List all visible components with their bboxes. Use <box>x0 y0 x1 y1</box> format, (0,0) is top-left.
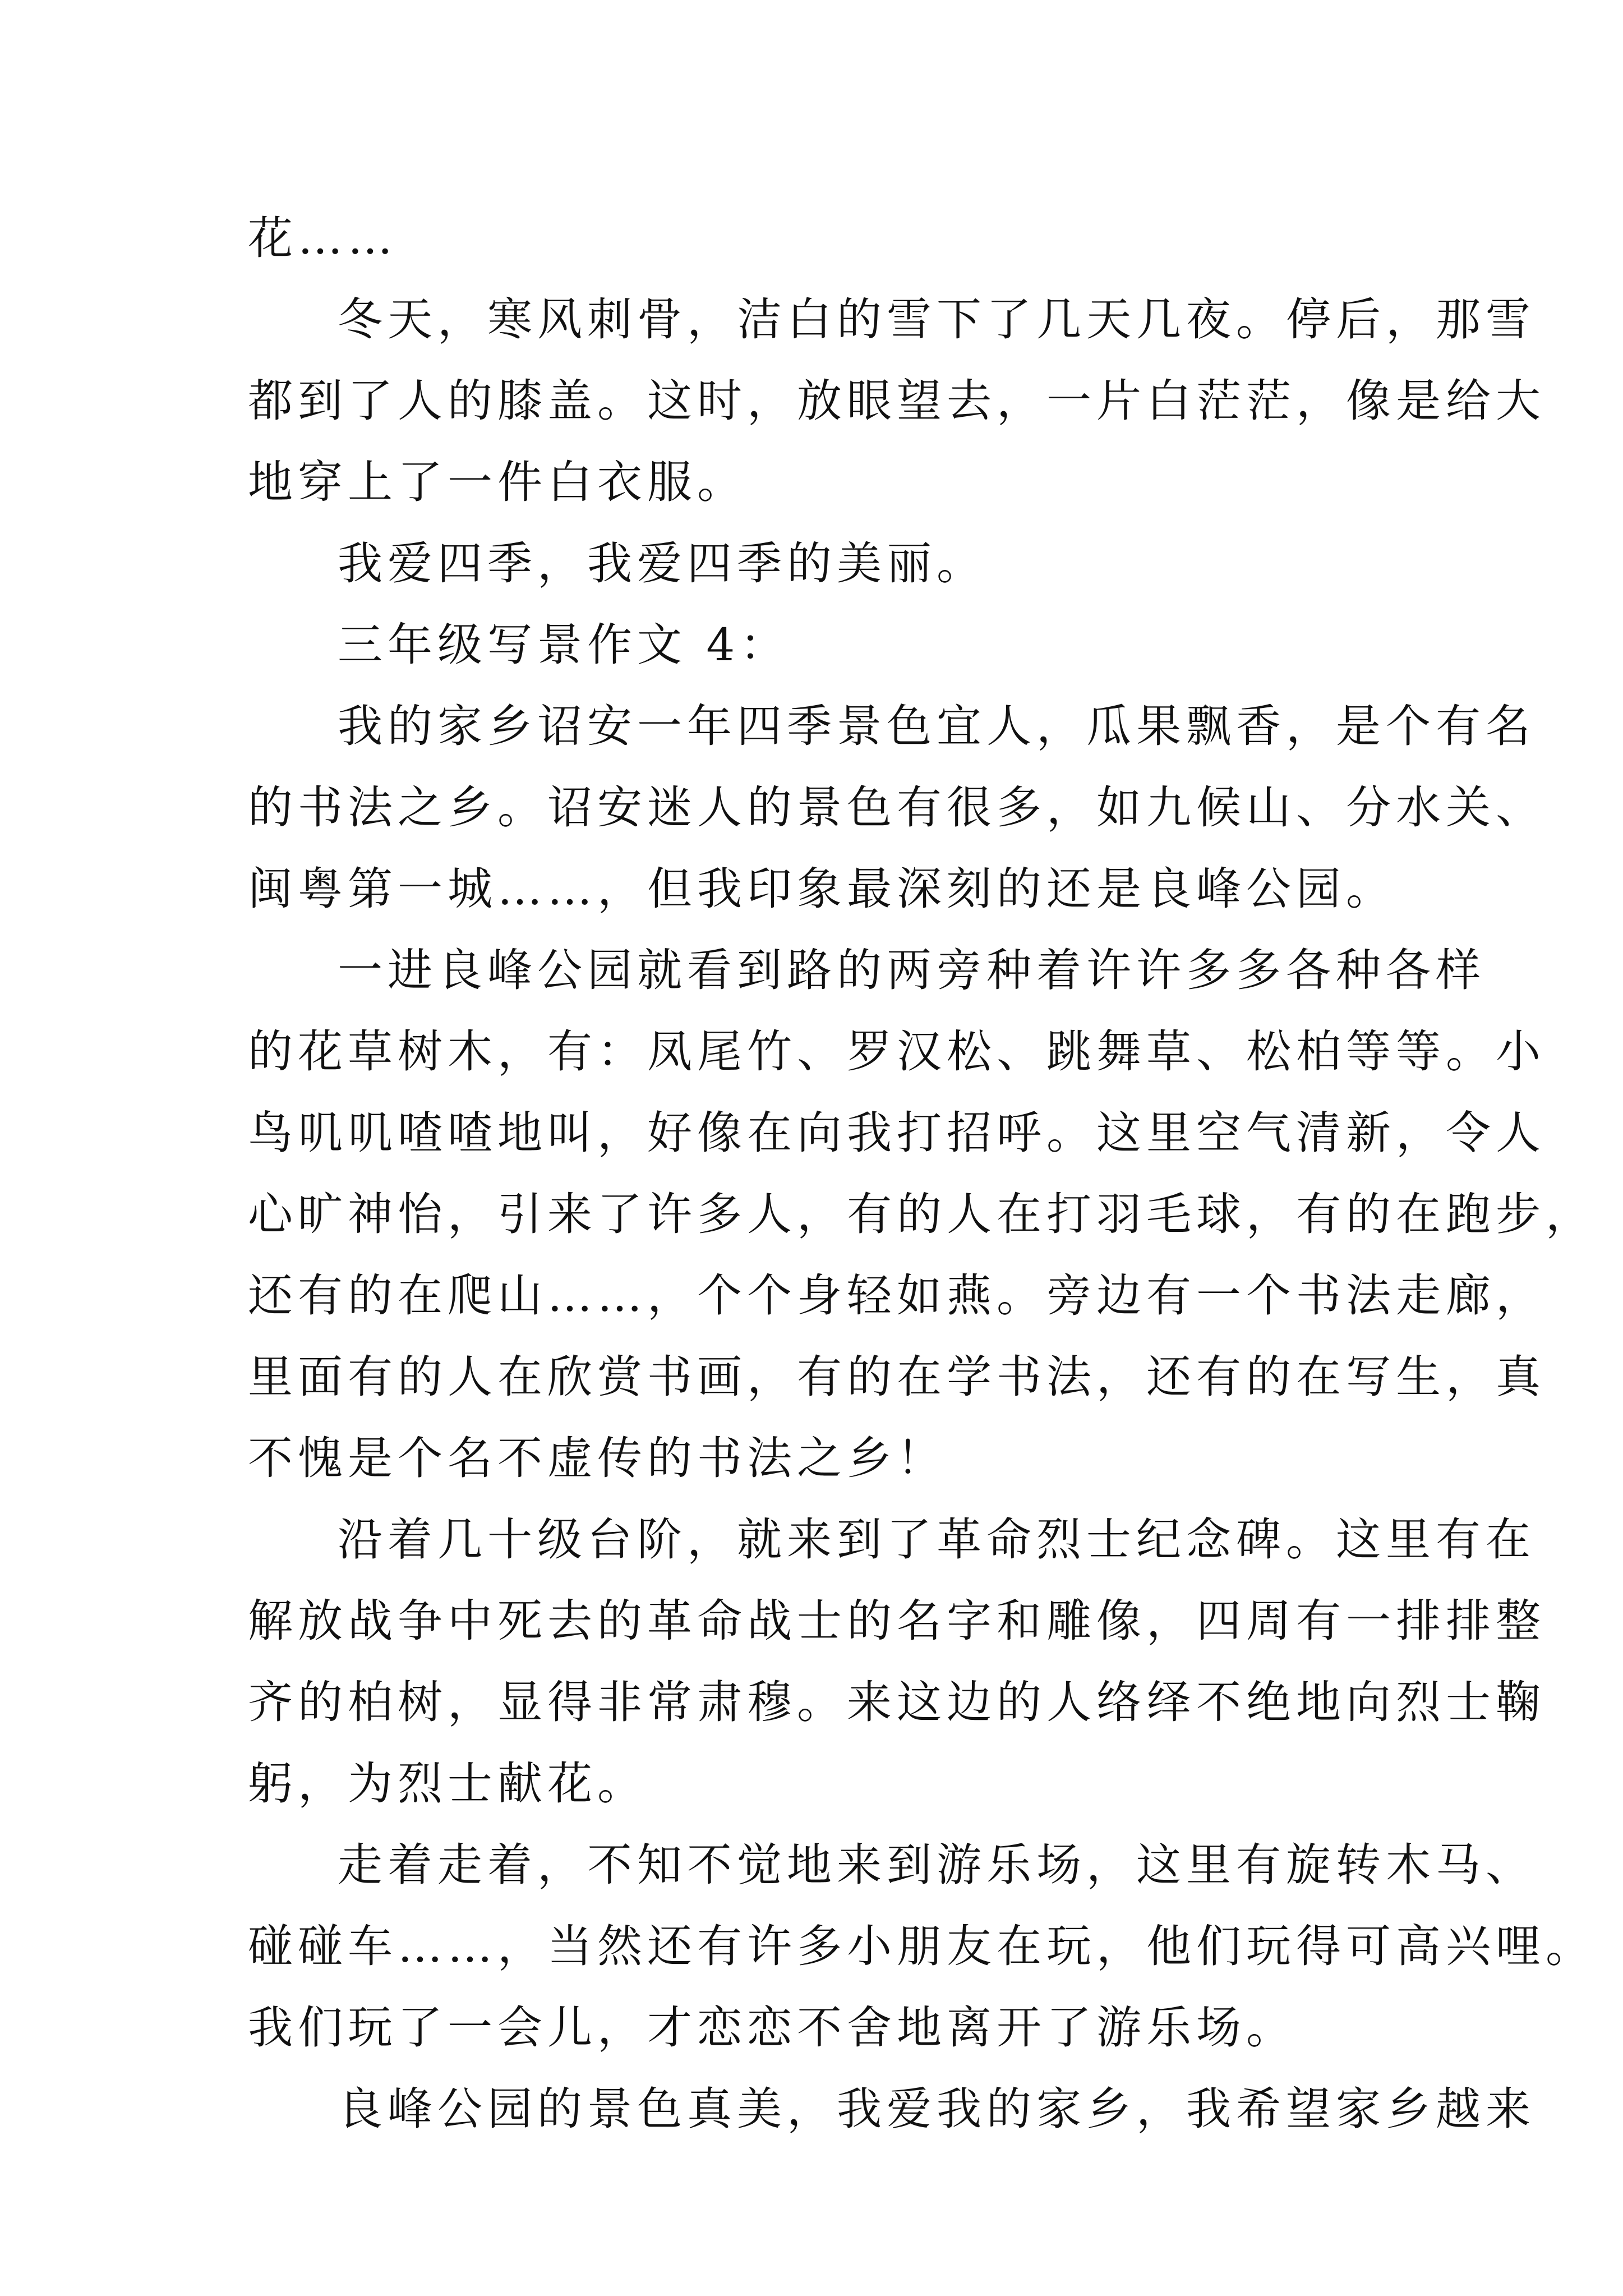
text-line: 地穿上了一件白衣服。 <box>248 456 747 508</box>
text-line: 里面有的人在欣赏书画，有的在学书法，还有的在写生，真 <box>248 1351 1546 1403</box>
text-line: 解放战争中死去的革命战士的名字和雕像，四周有一排排整 <box>248 1595 1546 1647</box>
section-heading: 三年级写景作文 4： <box>338 619 790 671</box>
text-line: 沿着几十级台阶，就来到了革命烈士纪念碑。这里有在 <box>338 1513 1536 1566</box>
text-line: 不愧是个名不虚传的书法之乡！ <box>248 1432 947 1484</box>
text-line: 齐的柏树，显得非常肃穆。来这边的人络绎不绝地向烈士鞠 <box>248 1676 1546 1728</box>
text-line: 花…… <box>248 212 398 264</box>
text-line: 走着走着，不知不觉地来到游乐场，这里有旋转木马、 <box>338 1839 1536 1891</box>
text-line: 都到了人的膝盖。这时，放眼望去，一片白茫茫，像是给大 <box>248 375 1546 427</box>
text-line: 碰碰车……，当然还有许多小朋友在玩，他们玩得可高兴哩。 <box>248 1920 1596 1972</box>
text-line: 良峰公园的景色真美，我爱我的家乡，我希望家乡越来 <box>338 2083 1536 2135</box>
text-line: 我的家乡诏安一年四季景色宜人，瓜果飘香，是个有名 <box>338 700 1536 752</box>
text-line: 闽粤第一城……，但我印象最深刻的还是良峰公园。 <box>248 863 1396 915</box>
text-line: 一进良峰公园就看到路的两旁种着许许多多各种各样 <box>338 944 1486 996</box>
text-line: 心旷神怡，引来了许多人，有的人在打羽毛球，有的在跑步， <box>248 1188 1596 1240</box>
text-line: 我们玩了一会儿，才恋恋不舍地离开了游乐场。 <box>248 2001 1296 2054</box>
essay-text <box>248 197 1596 2150</box>
text-line: 躬，为烈士献花。 <box>248 1757 647 1810</box>
text-line: 的花草树木，有：凤尾竹、罗汉松、跳舞草、松柏等等。小 <box>248 1025 1546 1078</box>
text-line: 鸟叽叽喳喳地叫，好像在向我打招呼。这里空气清新，令人 <box>248 1107 1546 1159</box>
text-line: 冬天，寒风刺骨，洁白的雪下了几天几夜。停后，那雪 <box>338 293 1536 346</box>
text-line: 的书法之乡。诏安迷人的景色有很多，如九候山、分水关、 <box>248 781 1546 834</box>
text-line: 我爱四季，我爱四季的美丽。 <box>338 537 986 590</box>
text-line: 还有的在爬山……，个个身轻如燕。旁边有一个书法走廊， <box>248 1269 1546 1322</box>
